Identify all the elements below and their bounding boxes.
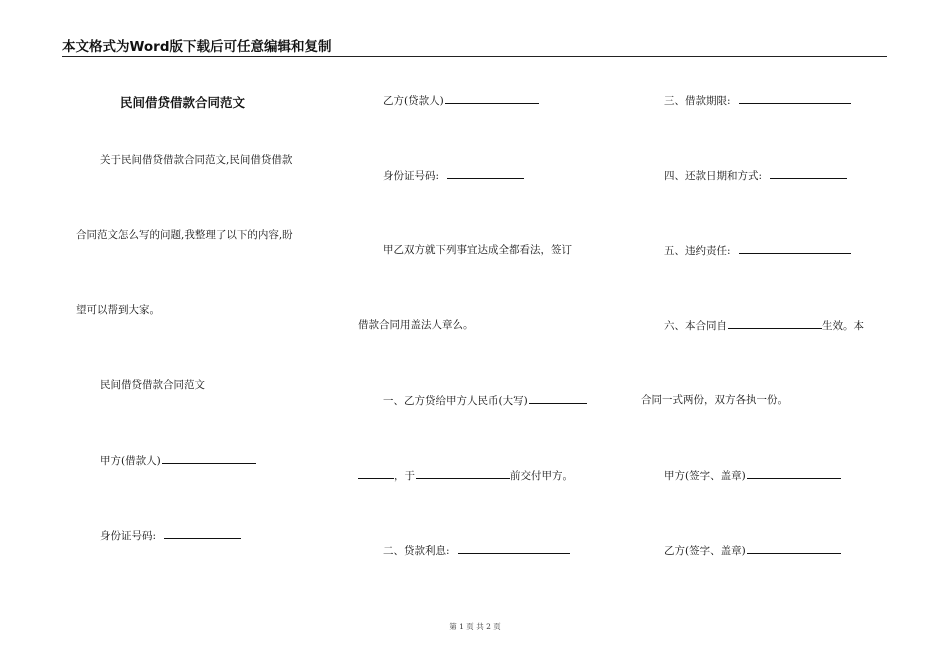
liability-blank[interactable]: [739, 243, 851, 254]
sign-b-blank[interactable]: [747, 543, 841, 554]
header-text: 本文格式为Word版下载后可任意编辑和复制: [62, 39, 332, 55]
item-3-line: [664, 93, 851, 108]
interest-blank[interactable]: [458, 543, 570, 554]
agreement-line-2: 借款合同用盖法人章么。: [358, 319, 474, 331]
sign-a-line: [664, 468, 841, 483]
item-3-label: 三、借款期限:: [664, 95, 731, 107]
id-a-blank[interactable]: [164, 528, 241, 539]
copies-line: 合同一式两份，双方各执一份。: [641, 394, 788, 406]
intro-line-1: 关于民间借贷借款合同范文,民间借贷借款: [100, 154, 293, 166]
item-4-line: [664, 168, 847, 183]
party-a-blank[interactable]: [162, 453, 256, 464]
effective-blank[interactable]: [728, 318, 822, 329]
item-6-end: 生效。本: [822, 320, 864, 332]
item-1-line-a: [383, 393, 587, 408]
item-6-label: 六、本合同自: [664, 320, 727, 332]
page-number: 第 1 页 共 2 页: [449, 622, 501, 631]
item-1-end: 前交付甲方。: [510, 470, 573, 482]
section-subtitle: 民间借贷借款合同范文: [100, 379, 205, 391]
party-b-line: [383, 93, 539, 108]
item-1-line-b: [358, 468, 573, 483]
party-b-blank[interactable]: [445, 93, 539, 104]
document-title: 民间借贷借款合同范文: [120, 95, 246, 110]
amount-cont-blank[interactable]: [358, 468, 394, 479]
item-4-label: 四、还款日期和方式:: [664, 170, 763, 182]
amount-blank[interactable]: [529, 393, 587, 404]
party-a-line: [100, 453, 256, 468]
id-a-line: [100, 528, 241, 543]
intro-line-2: 合同范文怎么写的问题,我整理了以下的内容,盼: [76, 229, 293, 241]
term-blank[interactable]: [739, 93, 851, 104]
page-header: [62, 34, 887, 57]
sign-a-label: 甲方(签字、盖章): [664, 470, 746, 482]
item-6-line: [664, 318, 864, 333]
item-2-line: [383, 543, 570, 558]
sign-a-blank[interactable]: [747, 468, 841, 479]
id-b-blank[interactable]: [447, 168, 524, 179]
sign-b-label: 乙方(签字、盖章): [664, 545, 746, 557]
id-b-line: [383, 168, 524, 183]
agreement-line-1: 甲乙双方就下列事宜达成全都看法，签订: [383, 244, 572, 256]
date-blank[interactable]: [416, 468, 510, 479]
item-1-mid: ，于: [394, 470, 415, 482]
repayment-blank[interactable]: [770, 168, 847, 179]
sign-b-line: [664, 543, 841, 558]
intro-line-3: 望可以帮到大家。: [76, 304, 160, 316]
party-b-label: 乙方(贷款人): [383, 95, 444, 107]
party-a-label: 甲方(借款人): [100, 455, 161, 467]
id-b-label: 身份证号码:: [383, 170, 440, 182]
item-5-label: 五、违约责任:: [664, 245, 731, 257]
item-1-label: 一、乙方贷给甲方人民币(大写): [383, 395, 528, 407]
item-5-line: [664, 243, 851, 258]
item-2-label: 二、贷款利息:: [383, 545, 450, 557]
id-a-label: 身份证号码:: [100, 530, 157, 542]
